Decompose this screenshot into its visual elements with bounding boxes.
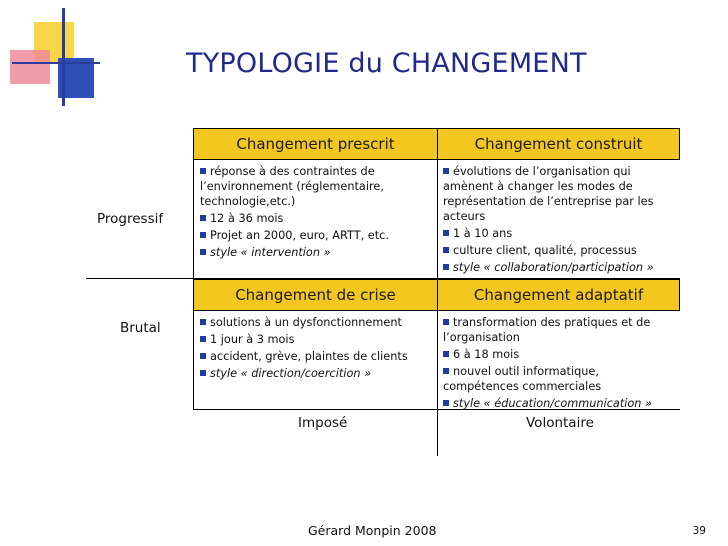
decorative-squares-logo — [0, 0, 110, 110]
list-item — [200, 366, 430, 381]
list-item — [443, 226, 675, 241]
square-bullet-icon — [200, 215, 206, 221]
header-changement-crise — [193, 279, 438, 311]
item-text: réponse à des contraintes de l’environnement (réglementaire, technologie,etc.) — [200, 165, 384, 208]
list-item — [200, 211, 430, 226]
cell-construit — [443, 164, 675, 275]
header-changement-adaptatif — [437, 279, 680, 311]
cell-adaptatif — [443, 315, 675, 411]
item-text: transformation des pratiques et de l’organisation — [443, 316, 651, 344]
square-bullet-icon — [200, 249, 206, 255]
item-text: culture client, qualité, processus — [453, 244, 637, 257]
square-bullet-icon — [443, 368, 449, 374]
list-item — [200, 315, 430, 330]
square-bullet-icon — [443, 400, 449, 406]
item-text: 1 à 10 ans — [453, 227, 513, 240]
item-text: 12 à 36 mois — [210, 212, 284, 225]
item-text: style « intervention » — [210, 246, 331, 259]
item-text: nouvel outil informatique, compétences commerciales — [443, 365, 602, 393]
list-item — [200, 228, 430, 243]
cell-crise — [200, 315, 430, 381]
list-item — [443, 396, 675, 411]
item-text: solutions à un dysfonctionnement — [210, 316, 402, 329]
grid-divider-left — [193, 128, 194, 410]
footer-author: Gérard Monpin 2008 — [308, 523, 437, 538]
square-bullet-icon — [200, 336, 206, 342]
item-text: style « éducation/communication » — [453, 397, 653, 410]
page-number: 39 — [692, 525, 706, 537]
list-item — [200, 245, 430, 260]
header-label: Changement prescrit — [236, 135, 395, 153]
list-item — [443, 364, 675, 394]
square-bullet-icon — [200, 319, 206, 325]
header-label: Changement de crise — [235, 286, 396, 304]
header-changement-construit — [437, 128, 680, 160]
header-changement-prescrit — [193, 128, 438, 160]
list-item — [443, 243, 675, 258]
square-bullet-icon — [443, 247, 449, 253]
list-item — [200, 349, 430, 364]
list-item — [443, 315, 675, 345]
header-label: Changement adaptatif — [473, 286, 644, 304]
row-label-progressif: Progressif — [97, 211, 164, 227]
item-text: 6 à 18 mois — [453, 348, 520, 361]
list-item — [200, 332, 430, 347]
square-bullet-icon — [200, 232, 206, 238]
axis-label-impose: Imposé — [298, 415, 348, 431]
axis-label-volontaire: Volontaire — [526, 415, 594, 431]
header-label: Changement construit — [474, 135, 643, 153]
page-title: TYPOLOGIE du CHANGEMENT — [186, 48, 587, 79]
square-bullet-icon — [200, 168, 206, 174]
list-item — [443, 347, 675, 362]
row-label-brutal: Brutal — [120, 320, 161, 336]
square-bullet-icon — [200, 370, 206, 376]
square-bullet-icon — [443, 230, 449, 236]
cell-prescrit — [200, 164, 430, 260]
item-text: Projet an 2000, euro, ARTT, etc. — [210, 229, 389, 242]
square-bullet-icon — [443, 319, 449, 325]
item-text: évolutions de l’organisation qui amènent à changer les modes de représentation de l’entreprise par les acteurs — [443, 165, 654, 223]
square-bullet-icon — [200, 353, 206, 359]
square-bullet-icon — [443, 351, 449, 357]
square-bullet-icon — [443, 168, 449, 174]
list-item — [200, 164, 430, 209]
list-item — [443, 260, 675, 275]
item-text: style « collaboration/participation » — [453, 261, 654, 274]
item-text: accident, grève, plaintes de clients — [210, 350, 408, 363]
item-text: 1 jour à 3 mois — [210, 333, 295, 346]
square-bullet-icon — [443, 264, 449, 270]
list-item — [443, 164, 675, 224]
item-text: style « direction/coercition » — [210, 367, 372, 380]
